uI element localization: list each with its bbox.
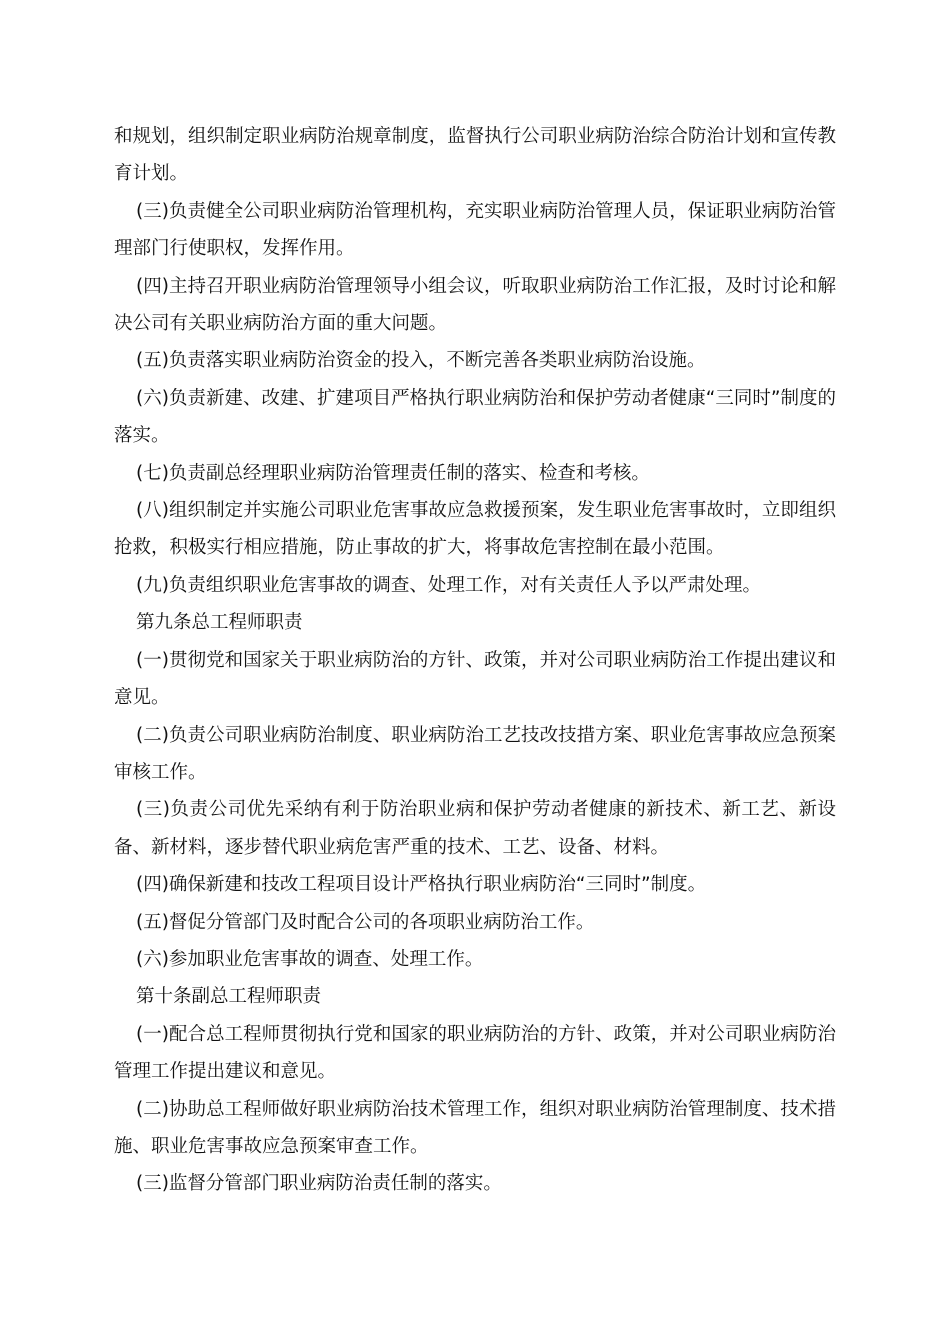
paragraph-item-1: (一)配合总工程师贯彻执行党和国家的职业病防治的方针、政策，并对公司职业病防治管理工作提出建议和意见。 <box>114 1023 836 1083</box>
paragraph-item-5: (五)负责落实职业病防治资金的投入，不断完善各类职业病防治设施。 <box>136 350 706 372</box>
paragraph-item-2: (二)协助总工程师做好职业病防治技术管理工作，组织对职业病防治管理制度、技术措施、职业危害事故应急预案审查工作。 <box>114 1098 836 1157</box>
document-body <box>114 118 836 1203</box>
paragraph-item-9: (九)负责组织职业危害事故的调查、处理工作，对有关责任人予以严肃处理。 <box>136 574 761 596</box>
paragraph-item-3: (三)负责公司优先采纳有利于防治职业病和保护劳动者健康的新技术、新工艺、新设备、新材料，逐步替代职业病危害严重的技术、工艺、设备、材料。 <box>114 799 836 858</box>
paragraph-item-1: (一)贯彻党和国家关于职业病防治的方针、政策，并对公司职业病防治工作提出建议和意见。 <box>114 649 836 709</box>
article-heading-10: 第十条副总工程师职责 <box>136 986 322 1008</box>
paragraph-item-8: (八)组织制定并实施公司职业危害事故应急救援预案，发生职业危害事故时，立即组织抢救，积极实行相应措施，防止事故的扩大，将事故危害控制在最小范围。 <box>114 500 836 559</box>
paragraph-item-5: (五)督促分管部门及时配合公司的各项职业病防治工作。 <box>136 911 595 933</box>
paragraph-item-3: (三)负责健全公司职业病防治管理机构，充实职业病防治管理人员，保证职业病防治管理部门行使职权，发挥作用。 <box>114 200 836 260</box>
paragraph-item-6: (六)负责新建、改建、扩建项目严格执行职业病防治和保护劳动者健康“三同时”制度的落实。 <box>114 387 836 447</box>
paragraph-continuation: 和规划，组织制定职业病防治规章制度，监督执行公司职业病防治综合防治计划和宣传教育计划。 <box>114 126 836 185</box>
paragraph-item-4: (四)主持召开职业病防治管理领导小组会议，听取职业病防治工作汇报，及时讨论和解决公司有关职业病防治方面的重大问题。 <box>114 275 836 335</box>
paragraph-item-2: (二)负责公司职业病防治制度、职业病防治工艺技改技措方案、职业危害事故应急预案审核工作。 <box>114 724 836 783</box>
paragraph-item-6: (六)参加职业危害事故的调查、处理工作。 <box>136 948 484 970</box>
paragraph-item-4: (四)确保新建和技改工程项目设计严格执行职业病防治“三同时”制度。 <box>136 874 707 896</box>
article-heading-9: 第九条总工程师职责 <box>136 612 303 634</box>
paragraph-item-7: (七)负责副总经理职业病防治管理责任制的落实、检查和考核。 <box>136 462 650 484</box>
paragraph-item-3: (三)监督分管部门职业病防治责任制的落实。 <box>136 1173 502 1195</box>
